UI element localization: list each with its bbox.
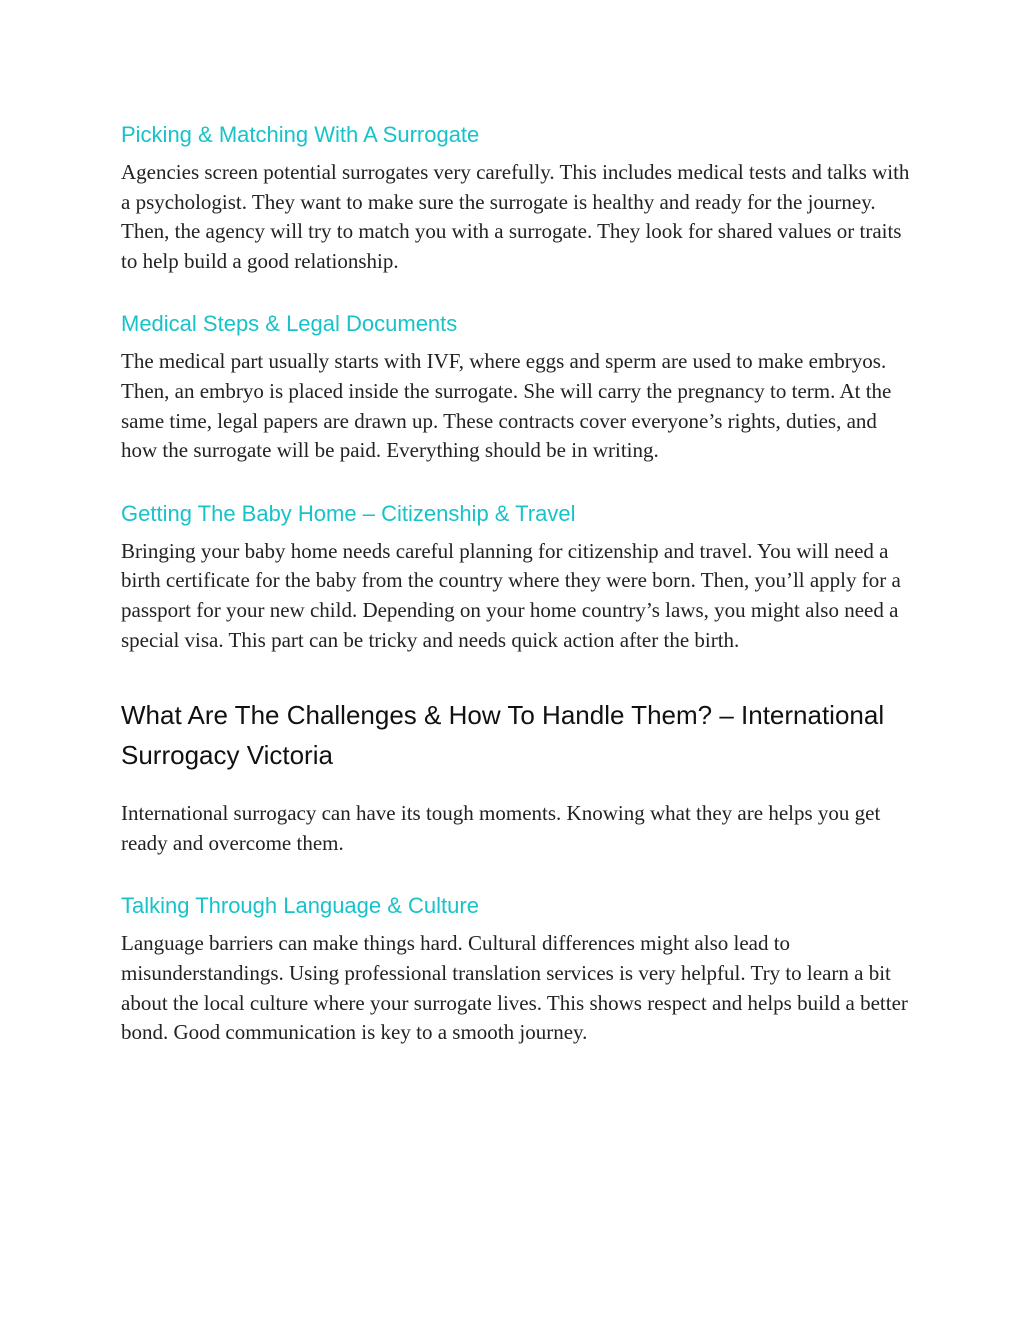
section-heading: Picking & Matching With A Surrogate (121, 122, 480, 147)
section-baby-home (121, 497, 911, 655)
section-body: Language barriers can make things hard. Cultural differences might also lead to misunderstandings. Using professional translation services is very helpful. Try to learn a bit about the local culture where your surrogate lives. This shows respect and helps build a better bond. Good communication is key to a smooth journey. (121, 931, 908, 1045)
section-body: Agencies screen potential surrogates very carefully. This includes medical tests and talks with a psychologist. They want to make sure the surrogate is healthy and ready for the journey. Then, the agency will try to match you with a surrogate. They look for shared values or traits to help build a good relationship. (121, 160, 910, 273)
section-heading: Getting The Baby Home – Citizenship & Travel (121, 500, 576, 526)
section-body: The medical part usually starts with IVF, where eggs and sperm are used to make embryos. Then, an embryo is placed inside the surrogate. She will carry the pregnancy to term. At the same time, legal papers are drawn up. These contracts cover everyone’s rights, duties, and how the surrogate will be paid. Everything should be in writing. (121, 349, 892, 463)
section-medical-legal (121, 307, 911, 465)
document-page (121, 118, 911, 1079)
main-heading: What Are The Challenges & How To Handle Them? – International Surrogacy Victoria (121, 700, 885, 771)
main-intro: International surrogacy can have its tough moments. Knowing what they are helps you get ready and overcome them. (121, 801, 881, 855)
section-heading: Talking Through Language & Culture (121, 893, 479, 919)
section-picking-matching (121, 118, 911, 276)
section-body: Bringing your baby home needs careful planning for citizenship and travel. You will need a birth certificate for the baby from the country where they were born. Then, you’ll apply for a passport for your new child. Depending on your home country’s laws, you might also need a special visa. This part can be tricky and needs quick action after the birth. (121, 538, 901, 652)
section-heading: Medical Steps & Legal Documents (121, 311, 458, 337)
section-language-culture (121, 889, 911, 1047)
